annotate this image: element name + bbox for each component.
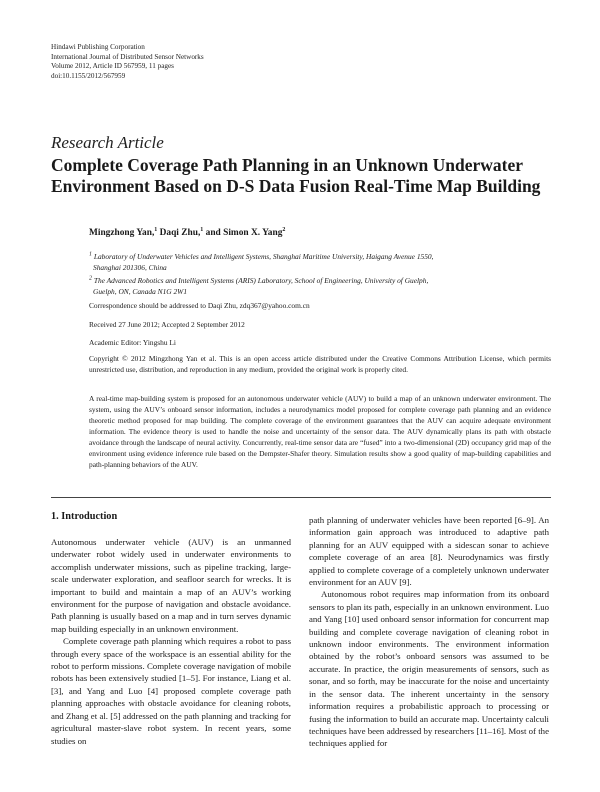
abstract: A real-time map-building system is proposed for an autonomous underwater vehicle (AUV) to build a map of an unknown underwater environment. The system, using the AUV’s onboard sensor information, includes a neurodynamics model proposed for complete coverage path planning and an evidence theoretic method proposed for map building. The complete coverage of the environment guarantees that the AUV can acquire adequate environment information. The evidence theory is used to handle the noise and uncertainty of the sensor data. The AUV dynamically plans its path with obstacle avoidance through the landscape of neural activity. Concurrently, real-time sensor data are “fused” into a two-dimensional (2D) occupancy grid map of the environment using evidence inference rule based on the Dempster-Shafer theory. Simulation results show a good quality of map-building capabilities and path-planning behaviors of the AUV. <box>89 394 551 469</box>
title-line: Complete Coverage Path Planning in an Unknown Underwater <box>51 155 524 175</box>
affiliation <box>89 251 529 273</box>
affiliation-number: 2 <box>89 275 92 282</box>
affiliation-text: Laboratory of Underwater Vehicles and Intelligent Systems, Shanghai Maritime University, Haigang Avenue 1550, <box>93 252 434 261</box>
volume-line: Volume 2012, Article ID 567959, 11 pages <box>51 62 174 71</box>
title-line: Environment Based on D-S Data Fusion Real-Time Map Building <box>51 176 541 196</box>
affiliation-number: 1 <box>89 251 92 258</box>
copyright-notice: Copyright © 2012 Mingzhong Yan et al. This is an open access article distributed under the Creative Commons Attribution License, which permits unrestricted use, distribution, and reproduction in any medium, provided the original work is properly cited. <box>89 354 551 374</box>
affiliation <box>89 275 529 297</box>
author-affiliation-mark: 1 <box>154 226 158 233</box>
affiliation-text: Guelph, ON, Canada N1G 2W1 <box>93 287 188 296</box>
paper-title <box>51 155 571 197</box>
author-affiliation-mark: 2 <box>282 226 286 233</box>
body-paragraph: Autonomous robot requires map information from its onboard sensors to plan its path, especially in an unknown environment. Luo and Yang [10] used onboard sensor information for concurrent map building and complete coverage navigation of cleaning robot in unknown indoor environments. The environment information obtained by the robot’s onboard sensors was assumed to be accurate. In practice, the origin measurements of sensors, such as sonar, and so forth, may be inaccurate for the noise and uncertainty in the sensor data. The inherent uncertainty in the sensory information requires a probabilistic approach to processing or fusing the information to build an accurate map. Uncertainty calculi techniques have been addressed by researchers [11–16]. Most of the techniques applied for <box>309 589 549 749</box>
section-divider <box>51 497 551 498</box>
left-column <box>51 510 291 747</box>
affiliation-text: The Advanced Robotics and Intelligent Systems (ARIS) Laboratory, School of Engineering, University of Guelph, <box>93 276 429 285</box>
academic-editor: Academic Editor: Yingshu Li <box>89 338 176 347</box>
doi-line: doi:10.1155/2012/567959 <box>51 71 126 80</box>
article-type: Research Article <box>51 133 164 152</box>
correspondence: Correspondence should be addressed to Daqi Zhu, zdq367@yahoo.com.cn <box>89 301 310 310</box>
author-affiliation-mark: 1 <box>200 226 204 233</box>
body-paragraph: Autonomous underwater vehicle (AUV) is an unmanned underwater robot widely used in underwater environments to accomplish underwater missions, such as pipeline tracking, large-scale underwater exploration, and seafloor search for wrecks. It is important to build and maintain a map of an AUV’s working environment for the purpose of navigation and obstacle avoidance. Path planning is usually based on a map and in turn serves dynamic map building especially in an unknown environment. <box>51 537 291 634</box>
body-paragraph: path planning of underwater vehicles have been reported [6–9]. An information gain approach was introduced to adaptive path planning for an AUV equipped with a sidescan sonar to achieve complete coverage of an area [8]. Neurodynamics was firstly applied to complete coverage of a completely unknown underwater environment for an AUV [9]. <box>309 515 549 588</box>
body-paragraph: Complete coverage path planning which requires a robot to pass through every space of the workspace is an essential ability for the robot to perform missions. Complete coverage navigation of mobile robots has been extensively studied [1–5]. For instance, Liang et al. [3], and Yang and Luo [4] proposed complete coverage path planning approaches with obstacle avoidance for cleaning robots, and Zhang et al. [5] addressed on the path planning and tracking for agricultural master-slave robot system. In recent years, some studies on <box>51 636 291 746</box>
affiliation-text: Shanghai 201306, China <box>93 263 167 272</box>
journal-line: International Journal of Distributed Sensor Networks <box>51 52 204 61</box>
author-name: Daqi Zhu, <box>157 228 201 238</box>
received-dates: Received 27 June 2012; Accepted 2 September 2012 <box>89 320 245 329</box>
journal-header <box>51 43 204 81</box>
publisher-line: Hindawi Publishing Corporation <box>51 43 145 51</box>
author-name: Mingzhong Yan, <box>89 228 155 238</box>
author-list <box>89 228 285 238</box>
right-column <box>309 514 549 750</box>
author-name: and Simon X. Yang <box>203 228 283 238</box>
section-heading: 1. Introduction <box>51 511 118 522</box>
